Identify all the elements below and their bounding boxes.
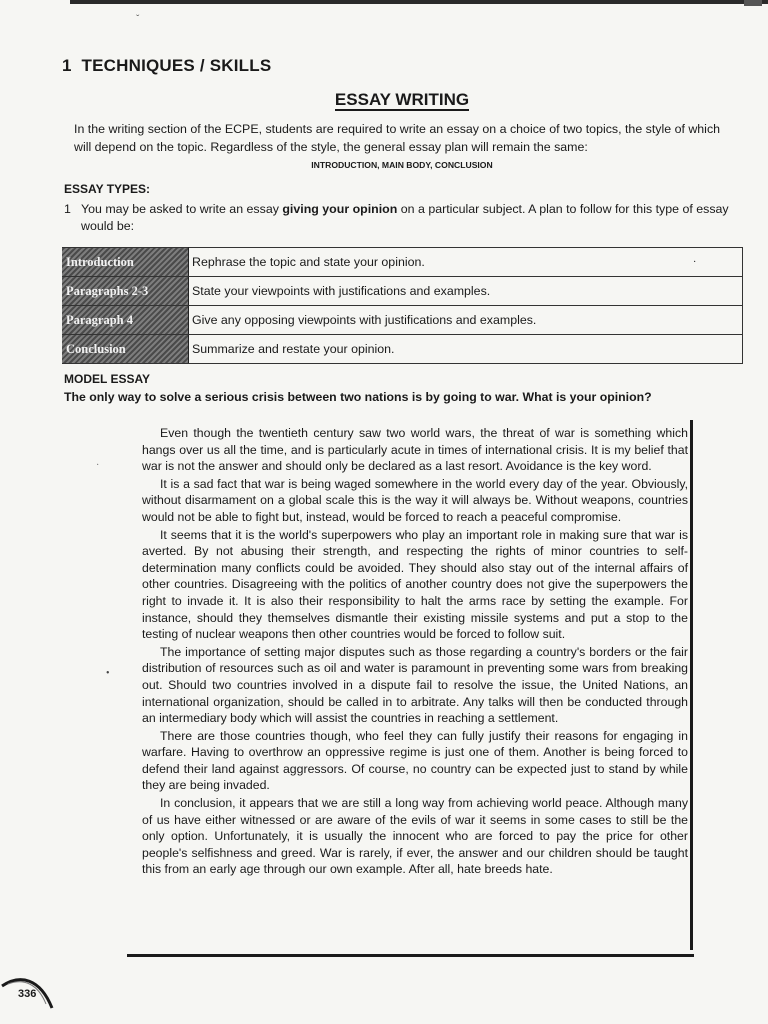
model-essay-body [142, 425, 688, 879]
plan-stage: Conclusion [62, 335, 189, 364]
plan-row [62, 277, 743, 306]
margin-mark: • [106, 668, 110, 679]
section-title: TECHNIQUES / SKILLS [81, 56, 272, 75]
model-essay-question: The only way to solve a serious crisis between two nations is by going to war. What is your opinion? [64, 390, 652, 404]
plan-description: Rephrase the topic and state your opinion. [189, 248, 743, 277]
margin-mark: · [96, 460, 100, 471]
section-number: 1 [62, 56, 72, 75]
plan-description: Give any opposing viewpoints with justifications and examples. [189, 306, 743, 335]
section-heading [62, 56, 271, 76]
essay-paragraph: It is a sad fact that war is being waged somewhere in the world every day of the year. Obviously, without disarmament on a global scale this is the way it will always be. Without weapons, countries would not be able to fight but, instead, would be forced to reach a peaceful compromise. [142, 476, 688, 524]
plan-row [62, 306, 743, 335]
essay-types-heading: ESSAY TYPES: [64, 182, 151, 196]
essay-type-1 [64, 201, 748, 235]
essay-paragraph: In conclusion, it appears that we are still a long way from achieving world peace. Although many of us have either witnessed or are aware of the evils of war it seems in some cases to still be the only option. Unfortunately, it is usually the innocent who are forced to pay the price for other people's selfishness and greed. War is rarely, if ever, the answer and our children should be taught this from an early age through our own example. After all, hate breeds hate. [142, 796, 688, 877]
plan-line: INTRODUCTION, MAIN BODY, CONCLUSION [311, 160, 493, 170]
stray-mark: ˇ [136, 14, 140, 25]
essay-type-text-bold: giving your opinion [282, 202, 398, 216]
plan-description: Summarize and restate your opinion. [189, 335, 743, 364]
essay-paragraph: There are those countries though, who feel they can fully justify their reasons for engaging in warfare. Having to overthrow an oppressive regime is just one of them. Another is being forced to defend their land against aggressors. Of course, no country can be expected just to stand by while they are being invaded. [142, 728, 688, 793]
essay-type-text [81, 201, 748, 235]
top-rule [70, 0, 768, 4]
essay-type-text-before: You may be asked to write an essay [81, 202, 283, 216]
plan-stage: Paragraph 4 [62, 306, 189, 335]
essay-title [0, 90, 768, 110]
essay-paragraph: It seems that it is the world's superpowers who play an important role in making sure that war is averted. By not abusing their strength, and respecting the rights of minor countries to self-determination many conflicts could be avoided. They should also stay out of the internal affairs of other countries. Disagreeing with the politics of another country does not give the superpowers the right to invade it. It is also their responsibility to halt the arms race by setting the example. For instance, should they themselves dismantle their existing missile systems and put a stop to the testing of nuclear weapons then other countries would be forced to follow suit. [142, 527, 688, 642]
essay-frame-bottom-rule [127, 954, 694, 957]
plan-stage: Paragraphs 2-3 [62, 277, 189, 306]
essay-paragraph: The importance of setting major disputes such as those regarding a country's borders or the fair distribution of resources such as oil and water is paramount in preventing some wars from breaking out. Should two countries involved in a dispute fail to resolve the issue, the United Nations, an international organization, should be called in to arbitrate. Any talks will then be conducted through an intermediary body which will assist the countries in reaching a settlement. [142, 644, 688, 726]
stray-dot: · [693, 257, 697, 268]
essay-paragraph: Even though the twentieth century saw two world wars, the threat of war is something which hangs over us all the time, and is particularly acute in times of international crisis. It is my belief that war is not the answer and should only be declared as a last resort. Avoidance is the key word. [142, 426, 688, 474]
corner-mark [744, 0, 762, 6]
essay-plan-table [62, 247, 743, 364]
essay-type-number: 1 [64, 202, 71, 216]
plan-row [62, 248, 743, 277]
page-number: 336 [18, 988, 37, 1000]
plan-description: State your viewpoints with justifications and examples. [189, 277, 743, 306]
plan-stage: Introduction [62, 248, 189, 277]
intro-paragraph: In the writing section of the ECPE, students are required to write an essay on a choice of two topics, the style of which will depend on the topic. Regardless of the style, the general essay plan will remain the same: [74, 122, 721, 154]
essay-type-text-after: on a particular subject. A plan to follow for this type of essay would be: [81, 202, 729, 233]
plan-row [62, 335, 743, 364]
model-essay-heading: MODEL ESSAY [64, 372, 151, 386]
essay-title-text: ESSAY WRITING [334, 90, 470, 109]
